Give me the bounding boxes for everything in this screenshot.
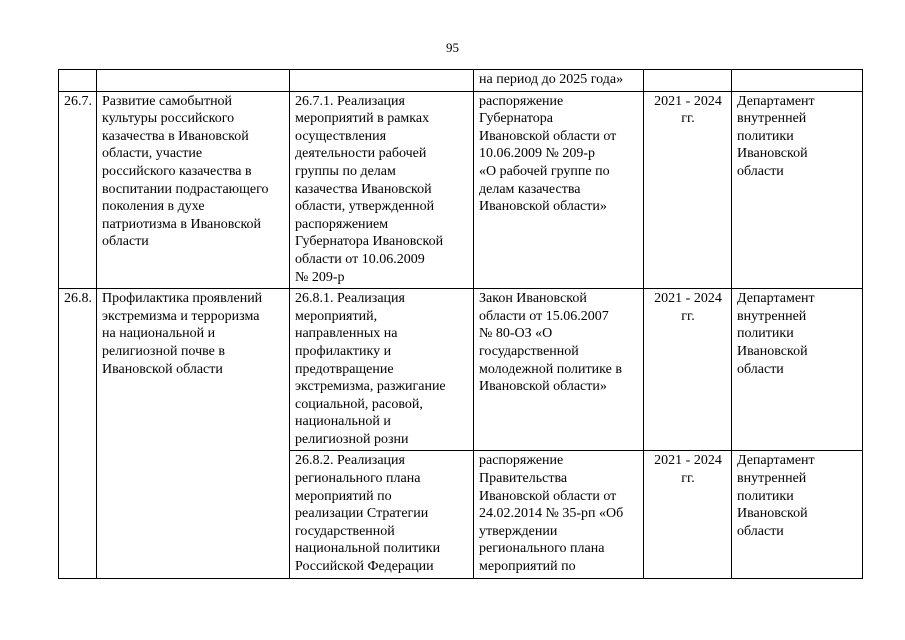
text-line: профилактику и [295,343,392,359]
cell-executor [732,91,863,289]
table-row-26-7 [59,91,863,289]
cell-term [644,91,732,289]
text-line: 26.8.2. Реализация [295,453,405,469]
cell-measure [290,70,474,92]
text-line: Департамент [737,453,815,469]
text-line: экстремизма и терроризма [102,308,260,324]
text-line: на национальной и [102,326,216,342]
text-line: Ивановской области от [479,488,617,504]
text-line: 2021 - 2024 [654,453,722,469]
text-line: 26.7.1. Реализация [295,93,405,109]
text-line: области от 10.06.2009 [295,251,425,267]
page-number: 95 [446,40,459,55]
text-line: № 80-ОЗ «О [479,326,553,342]
text-line: национальной и [295,414,391,430]
text-line: области [737,163,784,179]
cell-document [474,289,644,451]
cell-term [644,451,732,578]
cell-task [97,289,290,579]
text-line: гг. [681,111,695,127]
text-line: регионального плана [295,471,421,487]
cell-executor [732,70,863,92]
cell-document [474,70,644,92]
text-line: Губернатора [479,111,554,127]
text-line: политики [737,326,794,342]
text-line: деятельности рабочей [295,146,427,162]
text-line: культуры российского [102,111,235,127]
text-line: «О рабочей группе по [479,163,610,179]
text-line: на период до 2025 года» [479,72,624,87]
cell-num: 26.8. [59,289,97,579]
text-line: реализации Стратегии [295,506,429,522]
text-line: группы по делам [295,163,396,179]
text-line: 26.8.1. Реализация [295,291,405,307]
text-line: религиозной розни [295,431,409,447]
text-line: Ивановской [737,343,808,359]
text-line: Департамент [737,291,815,307]
cell-term [644,70,732,92]
text-line: области, участие [102,146,203,162]
text-line: мероприятий по [479,559,576,575]
text-line: Развитие самобытной [102,93,233,109]
text-line: области [737,361,784,377]
text-line: Профилактика проявлений [102,291,263,307]
text-line: области, утвержденной [295,199,435,215]
text-line: распоряжение [479,453,564,469]
text-line: Ивановской области» [479,379,607,395]
text-line: внутренней [737,111,807,127]
text-line: мероприятий по [295,488,392,504]
text-line: казачества в Ивановской [102,128,249,144]
text-line: поколения в духе [102,199,205,215]
text-line: национальной политики [295,541,441,557]
text-line: гг. [681,308,695,324]
measures-table [58,69,863,579]
cell-measure [290,451,474,578]
text-line: государственной [479,343,579,359]
cell-measure [290,91,474,289]
cell-term [644,289,732,451]
cell-task [97,91,290,289]
text-line: мероприятий в рамках [295,111,430,127]
text-line: области от 15.06.2007 [479,308,609,324]
text-line: молодежной политике в [479,361,622,377]
text-line: Ивановской [737,506,808,522]
cell-document [474,91,644,289]
text-line: 10.06.2009 № 209-р [479,146,596,162]
text-line: распоряжение [479,93,564,109]
text-line: Правительства [479,471,568,487]
text-line: экстремизма, разжигание [295,379,446,395]
text-line: гг. [681,471,695,487]
text-line: внутренней [737,471,807,487]
cell-task [97,70,290,92]
text-line: внутренней [737,308,807,324]
text-line: государственной [295,523,395,539]
text-line: Ивановской области [102,361,223,377]
text-line: российского казачества в [102,163,252,179]
cell-measure [290,289,474,451]
text-line: 2021 - 2024 [654,291,722,307]
cell-executor [732,451,863,578]
text-line: области [102,234,149,250]
text-line: социальной, расовой, [295,396,423,412]
text-line: политики [737,128,794,144]
text-line: распоряжением [295,216,389,232]
text-line: осуществления [295,128,387,144]
text-line: патриотизма в Ивановской [102,216,262,232]
table-row-26-8 [59,289,863,451]
text-line: Ивановской [737,146,808,162]
text-line: Губернатора Ивановской [295,234,444,250]
text-line: Ивановской области от [479,128,617,144]
text-line: 2021 - 2024 [654,93,722,109]
text-line: № 209-р [295,269,345,285]
text-line: направленных на [295,326,398,342]
text-line: религиозной почве в [102,343,225,359]
text-line: мероприятий, [295,308,378,324]
text-line: утверждении [479,523,558,539]
cell-num: 26.7. [59,91,97,289]
text-line: Ивановской области» [479,199,607,215]
text-line: 24.02.2014 № 35-рп «Об [479,506,624,522]
text-line: Российской Федерации [295,559,434,575]
text-line: Департамент [737,93,815,109]
text-line: политики [737,488,794,504]
cell-document [474,451,644,578]
text-line: области [737,523,784,539]
cell-executor [732,289,863,451]
text-line: регионального плана [479,541,605,557]
text-line: казачества Ивановской [295,181,432,197]
text-line: Закон Ивановской [479,291,587,307]
text-line: воспитании подрастающего [102,181,269,197]
text-line: делам казачества [479,181,581,197]
table-row-continuation [59,70,863,92]
text-line: предотвращение [295,361,394,377]
cell-num [59,70,97,92]
